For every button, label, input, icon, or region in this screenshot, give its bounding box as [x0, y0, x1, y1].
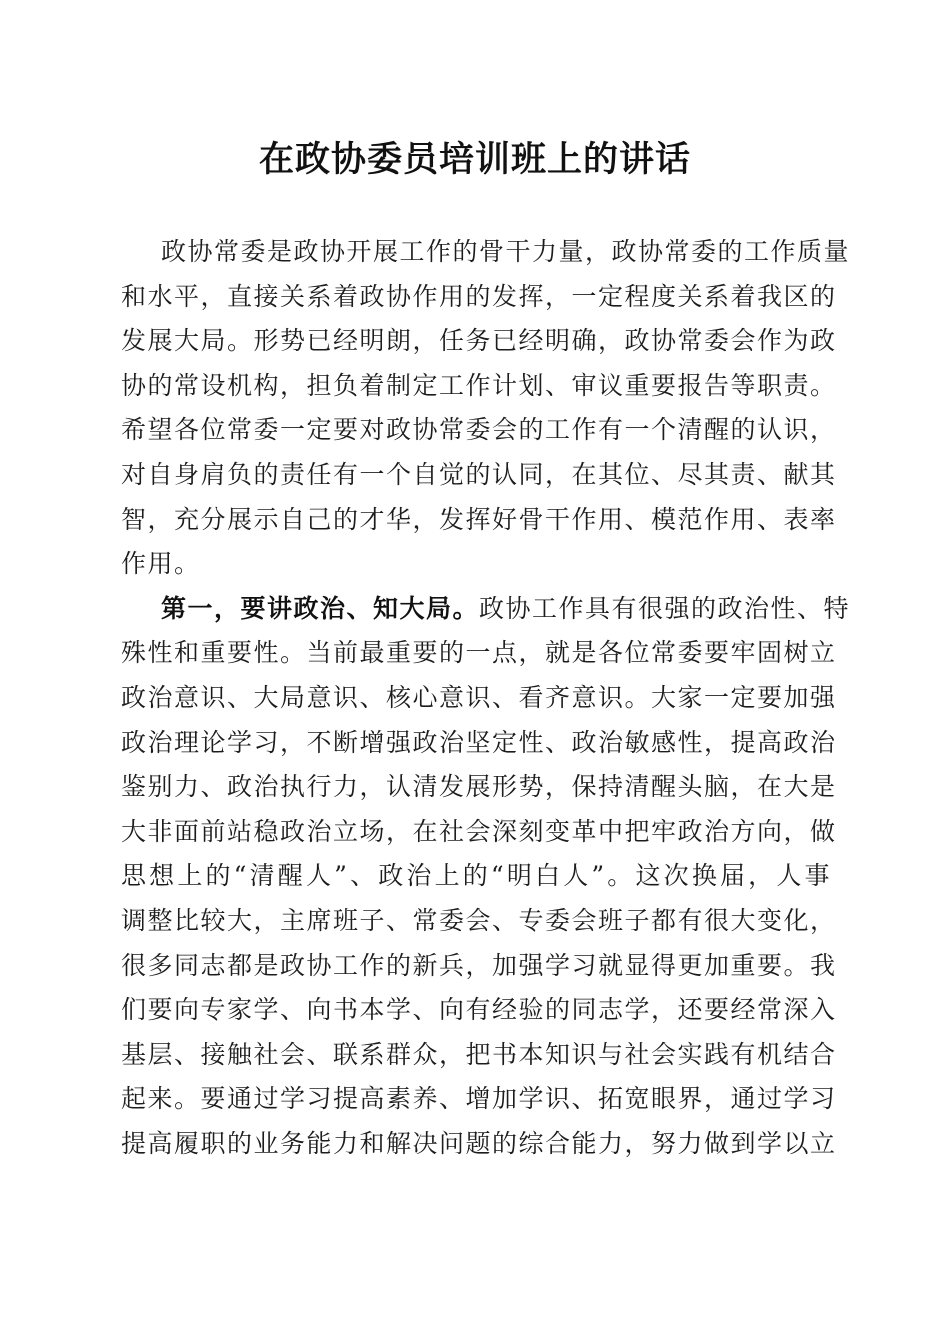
- paragraph-line: 基层、接触社会、联系群众，把书本知识与社会实践有机结合: [121, 1039, 837, 1069]
- paragraph-line: 协的常设机构，担负着制定工作计划、审议重要报告等职责。: [121, 370, 837, 400]
- paragraph-line: 们要向专家学、向书本学、向有经验的同志学，还要经常深入: [121, 995, 837, 1025]
- paragraph-line: 鉴别力、政治执行力，认清发展形势，保持清醒头脑，在大是: [121, 772, 837, 802]
- paragraph-line: 思想上的“清醒人”、政治上的“明白人”。这次换届，人事: [121, 861, 831, 891]
- paragraph-line: 提高履职的业务能力和解决问题的综合能力，努力做到学以立: [121, 1128, 837, 1158]
- paragraph-line: 和水平，直接关系着政协作用的发挥，一定程度关系着我区的: [121, 281, 837, 311]
- paragraph-1: [121, 230, 851, 587]
- paragraph-line: 对自身肩负的责任有一个自觉的认同，在其位、尽其责、献其: [121, 459, 837, 489]
- paragraph-line: 智，充分展示自己的才华，发挥好骨干作用、模范作用、表率: [121, 504, 837, 534]
- paragraph-line: 起来。要通过学习提高素养、增加学识、拓宽眼界，通过学习: [121, 1084, 837, 1114]
- document-body: [121, 230, 851, 1166]
- paragraph-line: 殊性和重要性。当前最重要的一点，就是各位常委要牢固树立: [121, 638, 837, 668]
- paragraph-line: 大非面前站稳政治立场，在社会深刻变革中把牢政治方向，做: [121, 816, 837, 846]
- paragraph-line: 作用。: [121, 549, 201, 579]
- paragraph-line: 调整比较大，主席班子、常委会、专委会班子都有很大变化，: [121, 905, 837, 935]
- paragraph-line-rest: 政协工作具有很强的政治性、特: [479, 593, 851, 623]
- paragraph-line: 很多同志都是政协工作的新兵，加强学习就显得更加重要。我: [121, 950, 837, 980]
- paragraph-2: [121, 587, 851, 1167]
- paragraph-line: 政治意识、大局意识、核心意识、看齐意识。大家一定要加强: [121, 682, 837, 712]
- paragraph-line: 政协常委是政协开展工作的骨干力量，政协常委的工作质量: [161, 237, 851, 266]
- paragraph-first-line: [121, 587, 851, 632]
- paragraph-line: 政治理论学习，不断增强政治坚定性、政治敏感性，提高政治: [121, 727, 837, 757]
- paragraph-line: 希望各位常委一定要对政协常委会的工作有一个清醒的认识，: [121, 415, 837, 445]
- section-heading-lead: 第一，要讲政治、知大局。: [161, 593, 480, 623]
- paragraph-line: 发展大局。形势已经明朗，任务已经明确，政协常委会作为政: [121, 326, 837, 356]
- document-title: 在政协委员培训班上的讲话: [258, 139, 691, 180]
